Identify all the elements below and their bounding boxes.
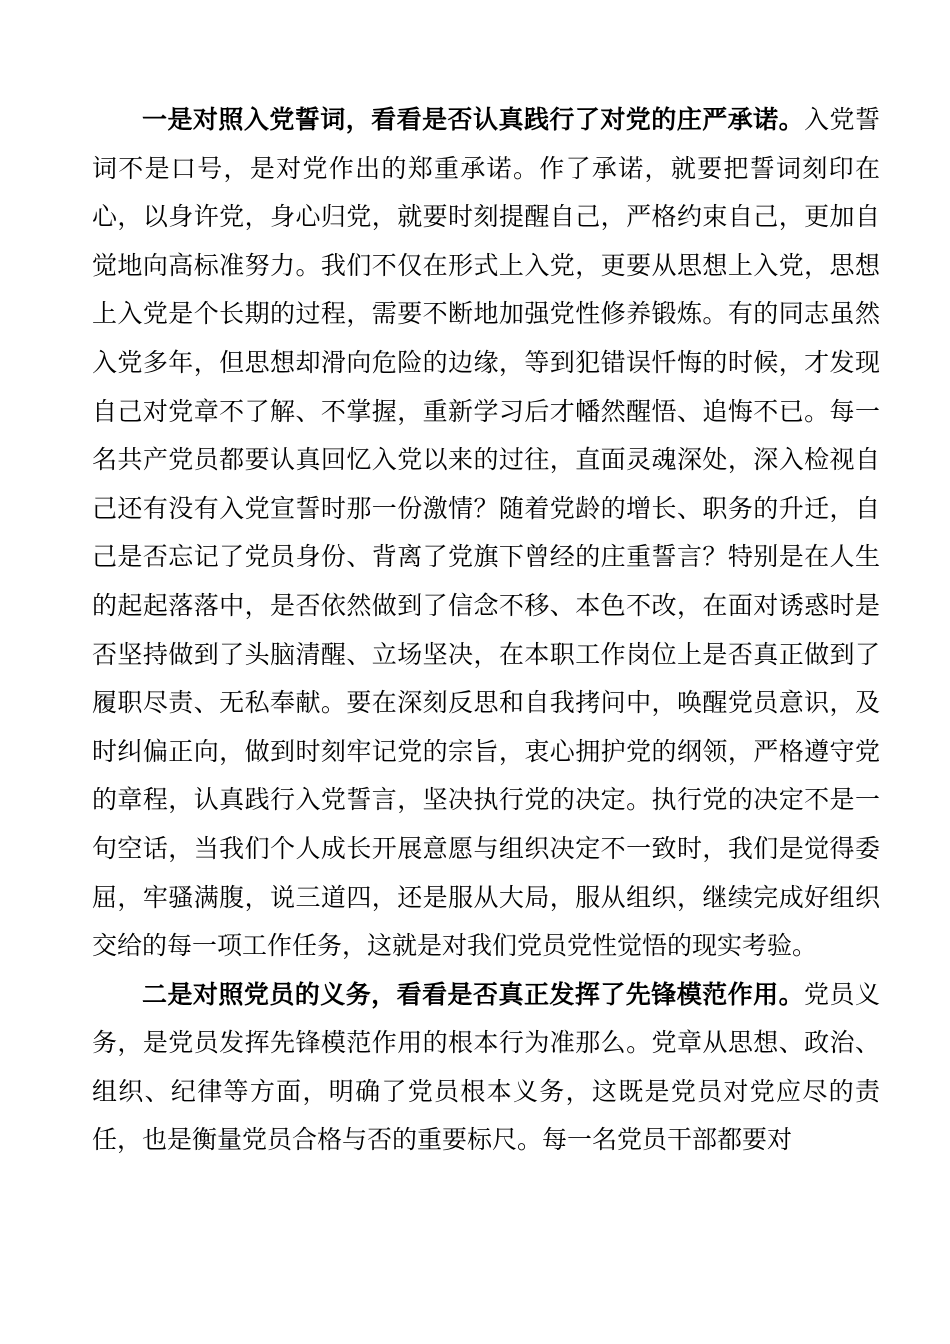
paragraph-2 [92,971,880,1165]
paragraph-2-text: 党员义务，是党员发挥先锋模范作用的根本行为准那么。党章从思想、政治、组织、纪律等方面，明确了党员根本义务，这既是党员对党应尽的责任，也是衡量党员合格与否的重要标尺。每一名党员干部都要对 [92,979,880,1155]
paragraph-1 [92,96,880,971]
paragraph-1-text: 入党誓词不是口号，是对党作出的郑重承诺。作了承诺，就要把誓词刻印在心，以身许党，身心归党，就要时刻提醒自己，严格约束自己，更加自觉地向高标准努力。我们不仅在形式上入党，更要从思想上入党，思想上入党是个长期的过程，需要不断地加强党性修养锻炼。有的同志虽然入党多年，但思想却滑向危险的边缘，等到犯错误忏悔的时候，才发现自己对党章不了解、不掌握，重新学习后才幡然醒悟、追悔不已。每一名共产党员都要认真回忆入党以来的过往，直面灵魂深处，深入检视自己还有没有入党宣誓时那一份激情？随着党龄的增长、职务的升迁，自己是否忘记了党员身份、背离了党旗下曾经的庄重誓言？特别是在人生的起起落落中，是否依然做到了信念不移、本色不改，在面对诱惑时是否坚持做到了头脑清醒、立场坚决，在本职工作岗位上是否真正做到了履职尽责、无私奉献。要在深刻反思和自我拷问中，唤醒党员意识，及时纠偏正向，做到时刻牢记党的宗旨，衷心拥护党的纲领，严格遵守党的章程，认真践行入党誓言，坚决执行党的决定。执行党的决定不是一句空话，当我们个人成长开展意愿与组织决定不一致时，我们是觉得委屈，牢骚满腹，说三道四，还是服从大局，服从组织，继续完成好组织交给的每一项工作任务，这就是对我们党员党性觉悟的现实考验。 [92,105,880,961]
document-body [92,96,880,1165]
paragraph-2-heading: 二是对照党员的义务，看看是否真正发挥了先锋模范作用。 [142,979,805,1009]
paragraph-1-heading: 一是对照入党誓词，看看是否认真践行了对党的庄严承诺。 [142,105,805,134]
